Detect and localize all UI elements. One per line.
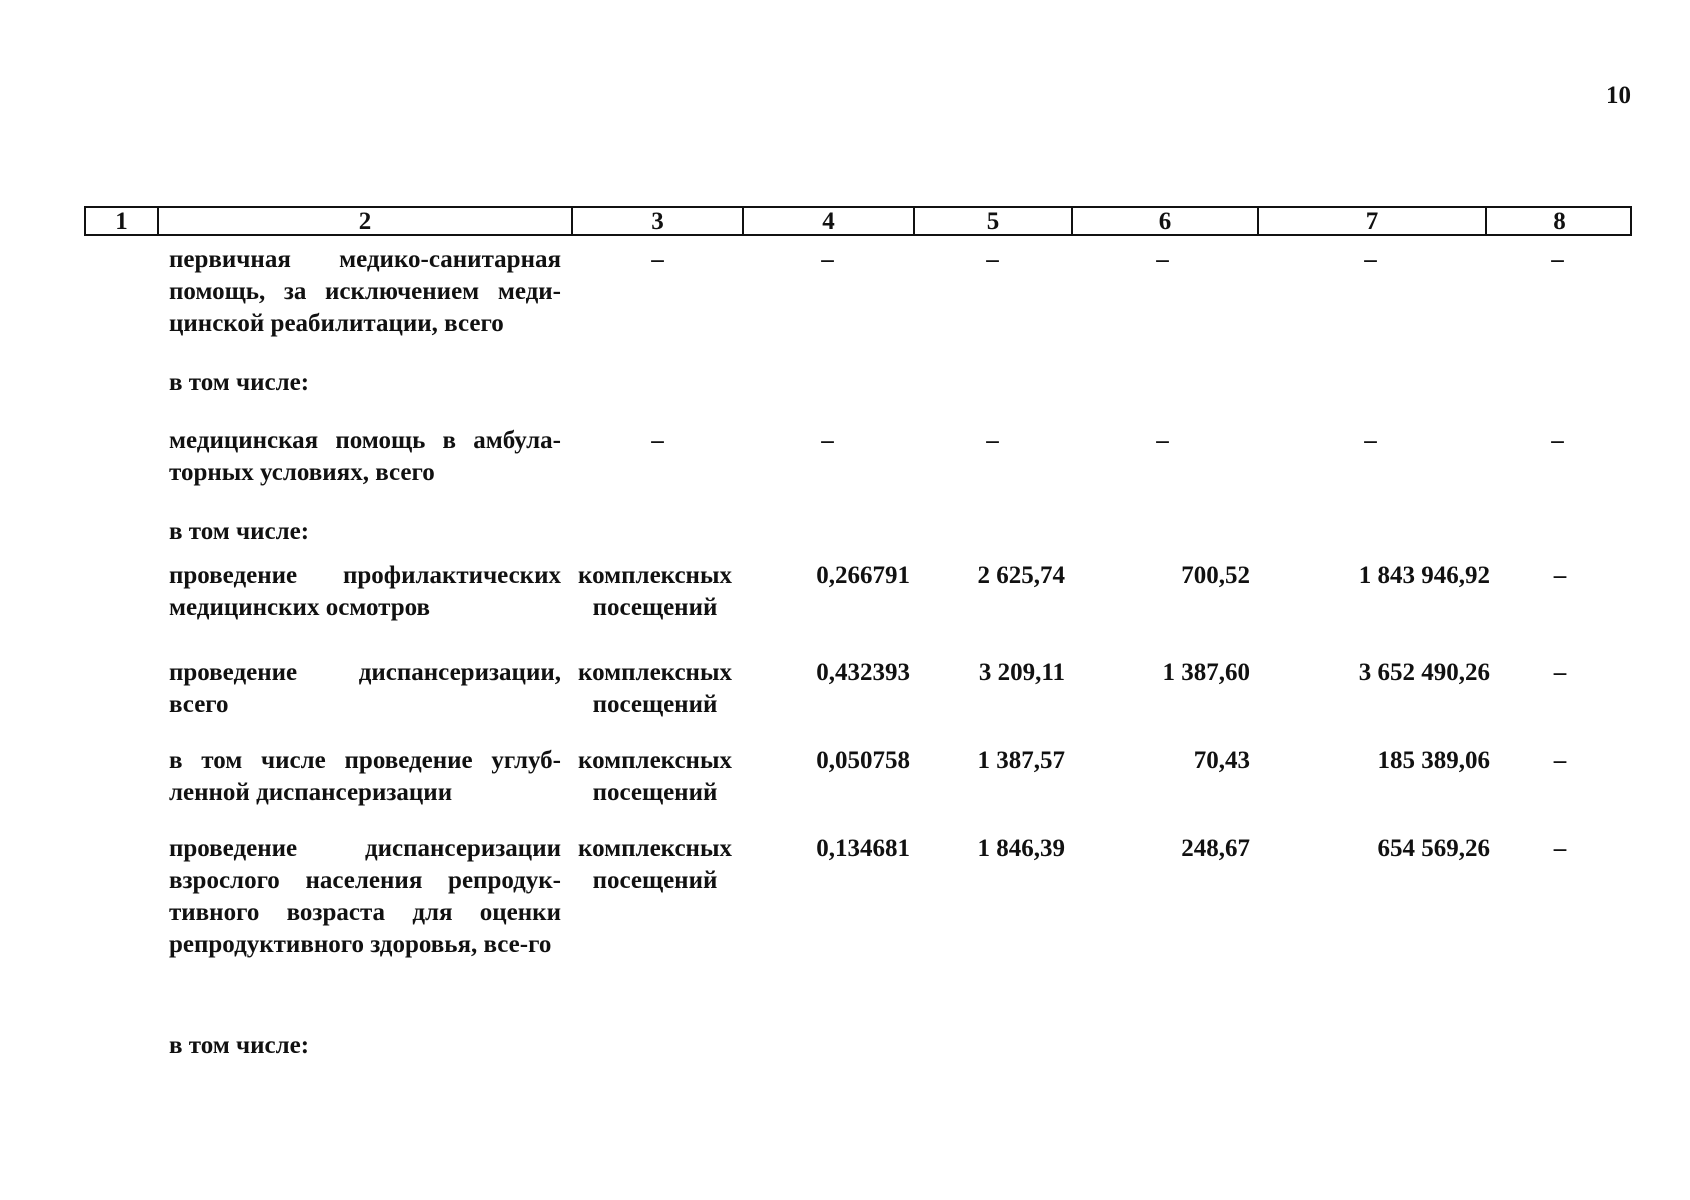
row-value-col5: 1 387,57 [977,747,1065,774]
row-value-col6: – [1156,246,1169,273]
row-value-col7: 1 843 946,92 [1358,562,1490,589]
row-value-col5: 1 846,39 [977,835,1065,862]
row-value-col7: 654 569,26 [1377,835,1490,862]
row-name: первичная медико-санитарная помощь, за исключением меди-цинской реабилитации, всего [169,246,561,337]
column-number-2: 2 [159,208,573,234]
row-value-col6: 700,52 [1181,562,1250,589]
row-value-col4: 0,134681 [816,835,910,862]
row-value-col7: – [1364,246,1377,273]
column-number-6: 6 [1073,208,1259,234]
row-value-col4: 0,050758 [816,747,910,774]
row-name: медицинская помощь в амбула-торных условиях, всего [169,427,561,486]
row-value-col8: – [1553,747,1567,774]
row-name: проведение профилактических медицинских осмотров [169,562,561,621]
row-value-col5: 3 209,11 [978,659,1065,686]
row-value-col5: – [986,246,999,273]
row-value-col4: 0,266791 [816,562,910,589]
row-value-col6: 248,67 [1181,835,1250,862]
row-name: проведение диспансеризации взрослого населения репродук-тивного возраста для оценки репродуктивного здоровья, все-го [169,835,561,958]
row-value-col4: – [821,427,834,454]
row-name: в том числе проведение углуб-ленной диспансеризации [169,747,561,806]
column-number-3: 3 [573,208,744,234]
column-number-8: 8 [1553,208,1566,235]
column-number-7: 7 [1259,208,1487,234]
column-number-5: 5 [915,208,1073,234]
row-unit: комплексных посещений [578,747,732,806]
row-value-col8: – [1553,562,1567,589]
row-unit: комплексных посещений [578,835,732,894]
column-number-4: 4 [744,208,915,234]
row-value-col6: 70,43 [1193,747,1250,774]
row-name: в том числе: [169,518,310,545]
row-value-col6: 1 387,60 [1162,659,1250,686]
row-value-col8: – [1551,427,1564,454]
row-value-col7: 185 389,06 [1377,747,1490,774]
page-number: 10 [1606,82,1631,109]
row-value-col4: 0,432393 [816,659,910,686]
row-unit: – [651,246,664,273]
row-value-col8: – [1553,835,1567,862]
row-value-col8: – [1553,659,1567,686]
row-unit: комплексных посещений [578,659,732,718]
row-unit: комплексных посещений [578,562,732,621]
row-name: в том числе: [169,1032,310,1059]
column-number-1: 1 [86,208,159,234]
column-number-header [84,206,1632,236]
row-value-col7: – [1364,427,1377,454]
row-unit: – [651,427,664,454]
row-value-col5: 2 625,74 [977,562,1065,589]
row-value-col4: – [821,246,834,273]
row-value-col8: – [1551,246,1564,273]
row-name: в том числе: [169,369,310,396]
row-value-col6: – [1156,427,1169,454]
row-value-col7: 3 652 490,26 [1358,659,1490,686]
row-name: проведение диспансеризации, всего [169,659,561,718]
row-value-col5: – [986,427,999,454]
